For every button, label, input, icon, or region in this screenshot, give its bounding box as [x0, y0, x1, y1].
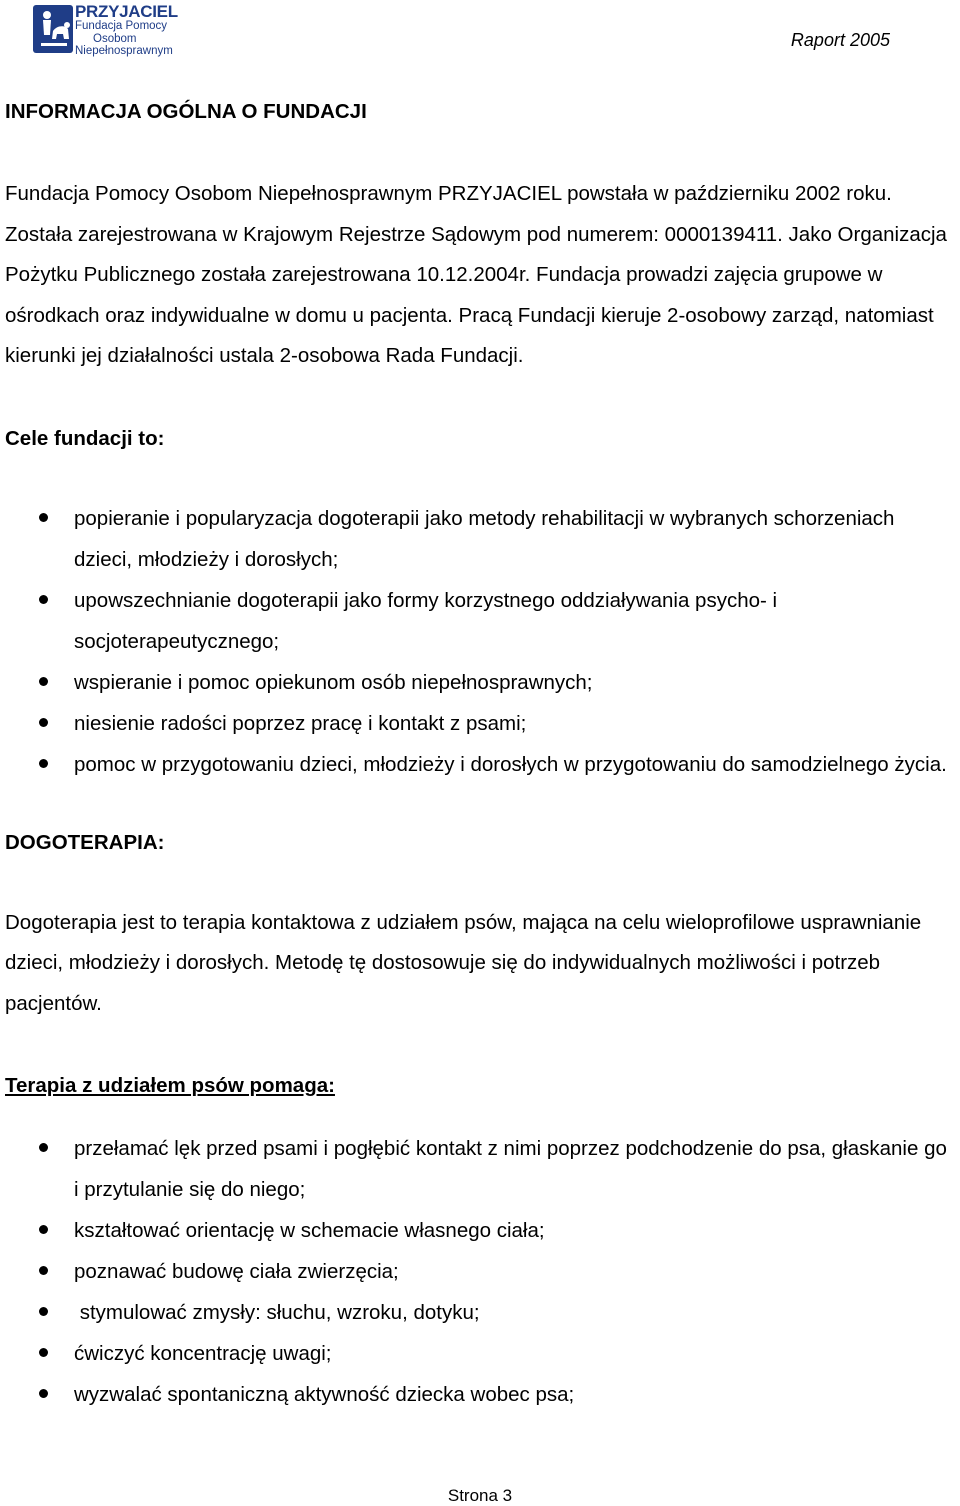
page-header — [0, 0, 960, 70]
list-item: niesienie radości poprzez pracę i kontakt z psami; — [5, 703, 950, 744]
bullet-icon — [39, 1348, 48, 1357]
logo-line-2: Osobom — [93, 32, 137, 45]
list-item: wspieranie i pomoc opiekunom osób niepełnosprawnych; — [5, 662, 950, 703]
list-item: kształtować orientację w schemacie własnego ciała; — [5, 1210, 950, 1251]
report-title: Raport 2005 — [790, 30, 890, 50]
list-item: poznawać budowę ciała zwierzęcia; — [5, 1251, 950, 1292]
document-body — [5, 100, 950, 1415]
list-item: wyzwalać spontaniczną aktywność dziecka wobec psa; — [5, 1374, 950, 1415]
list-item: stymulować zmysły: słuchu, wzroku, dotyku; — [5, 1292, 950, 1333]
dogoterapia-heading: DOGOTERAPIA: — [5, 830, 165, 854]
bullet-icon — [39, 718, 48, 727]
bullet-icon — [39, 1266, 48, 1275]
goals-list — [5, 498, 950, 785]
foundation-logo — [33, 3, 183, 55]
bullet-icon — [39, 1389, 48, 1398]
logo-line-1: Fundacja Pomocy — [75, 20, 168, 32]
therapy-heading: Terapia z udziałem psów pomaga: — [5, 1074, 335, 1097]
logo-emblem-icon — [33, 3, 75, 55]
list-item: pomoc w przygotowaniu dzieci, młodzieży i dorosłych w przygotowaniu do samodzielnego życia. — [5, 744, 950, 785]
general-info-paragraph: Fundacja Pomocy Osobom Niepełnosprawnym PRZYJACIEL powstała w październiku 2002 roku. Została zarejestrowana w Krajowym Rejestrze Sądowym pod numerem: 0000139411. Jako Organizacja Pożytku Publicznego została zarejestrowana 10.12.2004r. Fundacja prowadzi zajęcia grupowe w ośrodkach oraz indywidualne w domu u pacjenta. Pracą Fundacji kieruje 2-osobowy zarząd, natomiast kierunki jej działalności ustala 2-osobowa Rada Fundacji. — [5, 182, 947, 367]
therapy-list — [5, 1128, 950, 1415]
page-number: Strona 3 — [447, 1486, 513, 1505]
logo-title: PRZYJACIEL — [75, 2, 178, 21]
bullet-icon — [39, 759, 48, 768]
bullet-icon — [39, 677, 48, 686]
list-item: przełamać lęk przed psami i pogłębić kontakt z nimi poprzez podchodzenie do psa, głaskanie go i przytulanie się do niego; — [5, 1128, 950, 1210]
bullet-icon — [39, 513, 48, 522]
logo-line-3: Niepełnosprawnym — [75, 45, 173, 57]
list-item: ćwiczyć koncentrację uwagi; — [5, 1333, 950, 1374]
list-item: popieranie i popularyzacja dogoterapii jako metody rehabilitacji w wybranych schorzeniach dzieci, młodzieży i dorosłych; — [5, 498, 950, 580]
goals-heading: Cele fundacji to: — [5, 426, 165, 450]
bullet-icon — [39, 595, 48, 604]
section-heading-general: INFORMACJA OGÓLNA O FUNDACJI — [5, 100, 367, 123]
bullet-icon — [39, 1143, 48, 1152]
bullet-icon — [39, 1225, 48, 1234]
list-item: upowszechnianie dogoterapii jako formy korzystnego oddziaływania psycho- i socjoterapeutycznego; — [5, 580, 950, 662]
bullet-icon — [39, 1307, 48, 1316]
dogoterapia-paragraph: Dogoterapia jest to terapia kontaktowa z udziałem psów, mająca na celu wieloprofilowe usprawnianie dzieci, młodzieży i dorosłych. Metodę tę dostosowuje się do indywidualnych możliwości i potrzeb pacjentów. — [5, 910, 922, 1015]
